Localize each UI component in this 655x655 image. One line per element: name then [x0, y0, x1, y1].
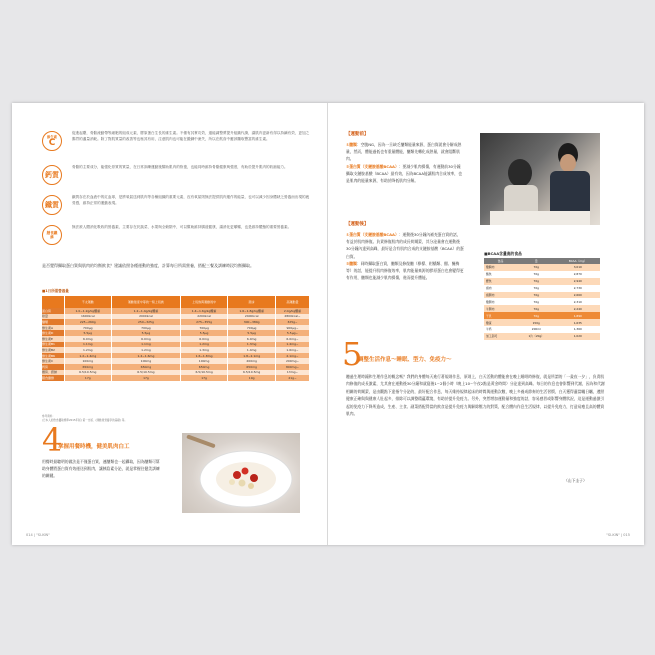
table-cell: 5.5μg~	[275, 330, 309, 336]
table-cell: 1.4~1.6mg	[112, 353, 181, 359]
food-name: 干貝	[484, 312, 517, 319]
table-cell: 1600kcal	[64, 314, 112, 320]
after-exercise-heading: 【運動後】	[346, 222, 369, 227]
bcaa-table-title: ■BCAA含量高的食品	[484, 251, 522, 256]
table-cell: 100mg	[64, 358, 112, 364]
table-cell: 1.8~2.1mg	[228, 353, 276, 359]
left-page-folio: 014 | "SI-KIN"	[26, 533, 50, 537]
bcaa-food-table	[484, 258, 600, 340]
table-cell: 2,730	[556, 285, 600, 292]
table-cell: 13mg~	[275, 370, 309, 376]
table-cell: 200mg~	[275, 358, 309, 364]
row-label: 維生素A	[42, 325, 64, 331]
item-heading: ②醣類	[346, 260, 357, 266]
table-cell: 17g	[112, 375, 181, 381]
section-4-text: 用餐時最聰明的做法是不僅蛋白質，連醣類也一起攝取，因為醣類可幫助身體將蛋白質有效運送到肌肉，讓胰島素分泌，就是掌握住健美訓練的關鍵。	[42, 459, 160, 478]
calcium-icon: 鈣質	[42, 165, 62, 185]
table-cell: 1.0~1.2g/kg體重	[64, 308, 112, 314]
table-cell: 1.3mg	[180, 347, 228, 353]
table-cell: 700μg	[112, 325, 181, 331]
table-row	[484, 298, 600, 305]
table-cell: 5.5μg	[64, 330, 112, 336]
table-cell: 1,360	[556, 326, 600, 333]
table-cell: 2400kcal	[228, 314, 276, 320]
table-cell: 5.5μg	[112, 330, 181, 336]
food-name: 豬腿肉	[484, 292, 517, 299]
table-cell: 150g	[517, 319, 556, 326]
nutrient-iron	[42, 195, 312, 215]
table-cell: 100mg	[180, 358, 228, 364]
table-row	[484, 319, 600, 326]
section-5-title: 調整生活作息～睡眠、型力、免疫力～	[358, 357, 452, 363]
table-cell: 2,310	[556, 298, 600, 305]
table-cell: 300~380g	[228, 319, 276, 325]
table-cell: 70g	[517, 264, 556, 271]
table-row	[484, 271, 600, 278]
author-credit: （山下圭子）	[564, 478, 587, 483]
table-cell: 2,240	[556, 305, 600, 312]
table-cell: 6.0mg	[64, 336, 112, 342]
item-text: ：運動後30分鐘內補充蛋白質的話，有益於肌肉修復。負責修復肌肉的成長荷爾蒙，其分泌量會在運動後30分鐘內達到高峰，最好是含有肌肉合成的支鏈胺基酸（BCAA）的蛋白質。	[346, 232, 464, 259]
fiber-icon: 膳食纖維	[42, 225, 62, 245]
table-cell: 1.6mg~	[275, 347, 309, 353]
table-cell: 2000kcal	[112, 314, 181, 320]
table-cell: 17g	[180, 375, 228, 381]
table-header-cell	[42, 296, 64, 308]
table-title: ■1日所需營養量	[42, 289, 69, 293]
table-cell: 1,890	[556, 312, 600, 319]
table-cell: 1.1mg	[112, 342, 181, 348]
table-cell: 1.4mg~	[275, 342, 309, 348]
food-name: 豬肉	[484, 285, 517, 292]
nutrient-text: 鐵質存在於血液中的紅血球，是將氧氣送到肌肉等各種組織的重要元素，沒有氧氣則無法提供肌肉運作的能量，也可以減少因身體缺乏營養而出現的疲勞感，維持正常的運動表現。	[72, 195, 310, 205]
table-cell: 650mg	[180, 364, 228, 370]
right-page-folio: "SI-KIN" | 015	[606, 533, 630, 537]
table-cell: 250~325g	[112, 319, 181, 325]
table-cell: 1,635	[556, 319, 600, 326]
table-header-cell: 運動強度中等的一般上班族	[112, 296, 181, 308]
table-header-cell: 上班族與運動員中	[180, 296, 228, 308]
table-cell: 2,940	[556, 278, 600, 285]
row-label: 醣類	[42, 319, 64, 325]
table-cell: 1.4mg	[228, 347, 276, 353]
book-spread	[12, 103, 644, 545]
item-heading: ①蛋白質（支鏈胺基酸BCAA）	[346, 232, 399, 237]
table-header-cell: 高運動量	[275, 296, 309, 308]
table-cell: 6.5/10.5mg	[180, 370, 228, 376]
table-cell: 5.5μg	[180, 330, 228, 336]
table-cell: 650mg	[228, 364, 276, 370]
table-cell: 1.6~1.8g/kg體重	[228, 308, 276, 314]
table-row	[484, 326, 600, 333]
table-header-cell: 食品	[484, 258, 517, 264]
vitamin-c-icon: 維生素 C	[42, 131, 62, 151]
nutrient-text: 促進起慶，骨骼流動帶等細胞的組成元素，膠原蛋白生長的維生素。不僅有其實功效，還能調整漿提升組織代謝，讓肌肉更新有得以持續有效，更加之腸胃的適量消耗。除了對肌質量的改善等也極其有用，注意肌肉也可能在鍛鍊中流失，所以在飲食中應該攝取豐富的維生素。	[72, 131, 310, 141]
table-cell: 6.0mg	[228, 336, 276, 342]
row-label: 鈣質	[42, 364, 64, 370]
before-exercise-heading: 【運動前】	[346, 132, 369, 137]
table-cell: 6.5/10.5mg	[64, 370, 112, 376]
table-cell: 275~355g	[180, 319, 228, 325]
table-cell: 6.0mg	[112, 336, 181, 342]
table-header-cell: 不太運動	[64, 296, 112, 308]
table-cell: 2.1mg~	[275, 353, 309, 359]
row-label: 維生素E	[42, 336, 64, 342]
table-row	[484, 285, 600, 292]
couple-cooking-illustration	[480, 133, 600, 225]
food-name: 加工起司	[484, 333, 517, 340]
table-cell: 5.5μg	[228, 330, 276, 336]
item-text: ：空腹NG，因為一旦缺乏醣類能量來源，蛋白質就會分解成熱量，然而，體能過低也有重量體能，醣類先轉化成熱量，就會阻斷肌肉。	[346, 142, 462, 162]
row-label: 維生素B1	[42, 342, 64, 348]
table-cell: 1.6~1.8mg	[180, 353, 228, 359]
row-label: 鐵質、鎂鈉	[42, 370, 64, 376]
table-cell: 650mg	[64, 364, 112, 370]
section-5-text: 聽過生理時鐘和生理作息的概念嗎？我們的身體每天進行著規則作息，原則上，白天活動的體能會在晚上睡眠時修復，就是所謂的「一晝夜一夕」，負責肌肉修復的成長激素，尤其會在運動後30分鐘和就寢後1~2個小時（晚上10~午夜2點是黃金時間）分泌達到高峰。每日的作息也會影響到代謝，因為和代謝相關的荷爾蒙，是由觀點下達指令分泌的，最好配合作息，每天維持規律起床的時間與運動次數，晚上多養成節奏的生活習慣，白天獲得適當曬日曬，遵照健康正確與與健康人肚起多，排除可以調整精蘊環境，有助於提升免疫力。另外，突然增加運動量和強度的話，容易感冒或影響身體狀況，這是運動過激引起的免疫力下降所造成，生產、主食、副菜搭配得當的飲食是提升免疫力與解除壓力的對策，配合體內作息生活規律，以提升免疫力，打造易瘦且高的體質肌肉。	[346, 374, 605, 417]
table-cell: 70g	[517, 271, 556, 278]
food-name: 鰹魚	[484, 278, 517, 285]
table-cell: 2200kcal	[180, 314, 228, 320]
table-cell: 700μg	[180, 325, 228, 331]
food-name: 牛奶	[484, 326, 517, 333]
item-heading: ②蛋白質（支鏈胺基酸BCAA）	[346, 163, 399, 169]
table-cell: 2,660	[556, 292, 600, 299]
table-cell: 1.3mg	[228, 342, 276, 348]
meal-photo-illustration	[182, 433, 300, 513]
table-row	[484, 278, 600, 285]
table-cell: 1.4~1.6g/kg體重	[180, 308, 228, 314]
item-text: ：同時攝取蛋白質，醣類及修復醣（檸檬、柑橘類、醋、醃梅等）的話，能提升肌肉修復效率，肌肉能量來源的膠原蛋白也會變得更有作用，醣類也能減少肌肉損傷，進而提升體能。	[346, 260, 464, 281]
iron-icon: 鐵質	[42, 195, 62, 215]
row-label: 維生素B6	[42, 353, 64, 359]
food-name: 雞腿肉	[484, 298, 517, 305]
food-name: 鮪魚	[484, 271, 517, 278]
table-cell: 1.2mg	[112, 347, 181, 353]
table-cell: 1.2mg	[64, 347, 112, 353]
table-cell: 100mg	[112, 358, 181, 364]
nutrient-calcium	[42, 165, 312, 185]
table-cell: 6.5/10.5mg	[228, 370, 276, 376]
item-text: ：要減少肌肉損傷，有運動前30分鐘攝取支鏈胺基酸（BCAA）最有效，因為BCAA能讓肌肉合成效率，也是肌肉的能量來源，有助於降低肌肉分解。	[346, 163, 462, 184]
food-name: 雞蛋	[484, 319, 517, 326]
table-row	[484, 312, 600, 319]
table-cell: 1.2~1.4mg	[64, 353, 112, 359]
intro-text: 是否覺得攝取蛋白質與肌肉的均衡飲食？建議依照各種運動的強度，計算每日所需營養，搭配三餐及訓練時段均衡攝取。	[42, 263, 254, 268]
before-exercise-text	[346, 141, 464, 184]
table-cell: 650mg	[112, 364, 181, 370]
row-label: 熱量	[42, 314, 64, 320]
table-cell: 325g~	[275, 319, 309, 325]
table-cell: 1片（20g）	[517, 333, 556, 340]
table-cell: 2800kcal~	[275, 314, 309, 320]
row-label: 膳食纖維	[42, 375, 64, 381]
table-cell: 700μg	[228, 325, 276, 331]
table-cell: 19g	[228, 375, 276, 381]
nutrient-text: 骨骼的主要成分，能強化骨質的質量，在日常訓練運動後幫助肌肉的恢復，也能同時維持骨骼健康與強度，有助於提升肌肉的收縮能力。	[72, 165, 288, 169]
after-exercise-text	[346, 231, 464, 281]
table-cell: 1,020	[556, 333, 600, 340]
reference-note: 參考資料： (日本人的飲食攝取標準2015年版) 第一出版、(運動員營養學的基礎) 等。	[42, 415, 127, 422]
table-cell: 70g	[517, 292, 556, 299]
daily-nutrition-table	[42, 296, 310, 381]
section-4-number: 4	[42, 421, 63, 459]
food-name: 雞胸肉	[484, 264, 517, 271]
nutrient-fiber	[42, 225, 312, 245]
item-heading: ①醣類	[346, 142, 357, 147]
table-row	[484, 333, 600, 340]
table-cell: 900μg~	[275, 325, 309, 331]
table-cell: 17g	[64, 375, 112, 381]
table-cell: 6.5/10.5mg	[112, 370, 181, 376]
table-header-cell: 跑步	[228, 296, 276, 308]
table-cell: 800mg~	[275, 364, 309, 370]
table-cell: 200ml	[517, 326, 556, 333]
table-cell: 2.0g/kg體重	[275, 308, 309, 314]
table-cell: 70g	[517, 312, 556, 319]
table-cell: 1.2mg	[180, 342, 228, 348]
table-row	[42, 375, 310, 381]
row-label: 維生素C	[42, 358, 64, 364]
table-header-cell: BCAA（mg）	[556, 258, 600, 264]
row-label: 維生素B2	[42, 347, 64, 353]
right-page	[328, 103, 644, 545]
row-label: 蛋白質	[42, 308, 64, 314]
section-4-title: 掌握用餐時機，健美肌肉白工	[58, 444, 130, 450]
table-cell: 6.0mg~	[275, 336, 309, 342]
table-cell: 70g	[517, 285, 556, 292]
nutrient-text: 無法被人體消化吸收的營養素，主要存在於蔬菜、水果與全穀類中，可以幫助維持腸道健康，讓消化更順暢，也是維持體態的重要營養素。	[72, 225, 292, 229]
meal-photo	[182, 433, 300, 513]
row-label: 維生素D	[42, 330, 64, 336]
table-header-cell: 量	[517, 258, 556, 264]
table-cell: 70g	[517, 298, 556, 305]
couple-cooking-photo	[480, 133, 600, 225]
table-cell: 70g	[517, 305, 556, 312]
table-cell: 700μg	[64, 325, 112, 331]
table-cell: 21g~	[275, 375, 309, 381]
left-page	[12, 103, 328, 545]
table-cell: 225~260g	[64, 319, 112, 325]
table-cell: 3,010	[556, 264, 600, 271]
table-cell: 70g	[517, 278, 556, 285]
table-row	[484, 292, 600, 299]
table-row	[484, 264, 600, 271]
section-5-number: 5	[342, 335, 363, 373]
food-name: 牛腿肉	[484, 305, 517, 312]
table-row	[484, 305, 600, 312]
table-cell: 2,870	[556, 271, 600, 278]
table-cell: 1.2~1.4g/kg體重	[112, 308, 181, 314]
table-cell: 6.0mg	[180, 336, 228, 342]
table-cell: 1.1mg	[64, 342, 112, 348]
nutrient-vitamin-c	[42, 131, 312, 151]
table-cell: 200mg	[228, 358, 276, 364]
